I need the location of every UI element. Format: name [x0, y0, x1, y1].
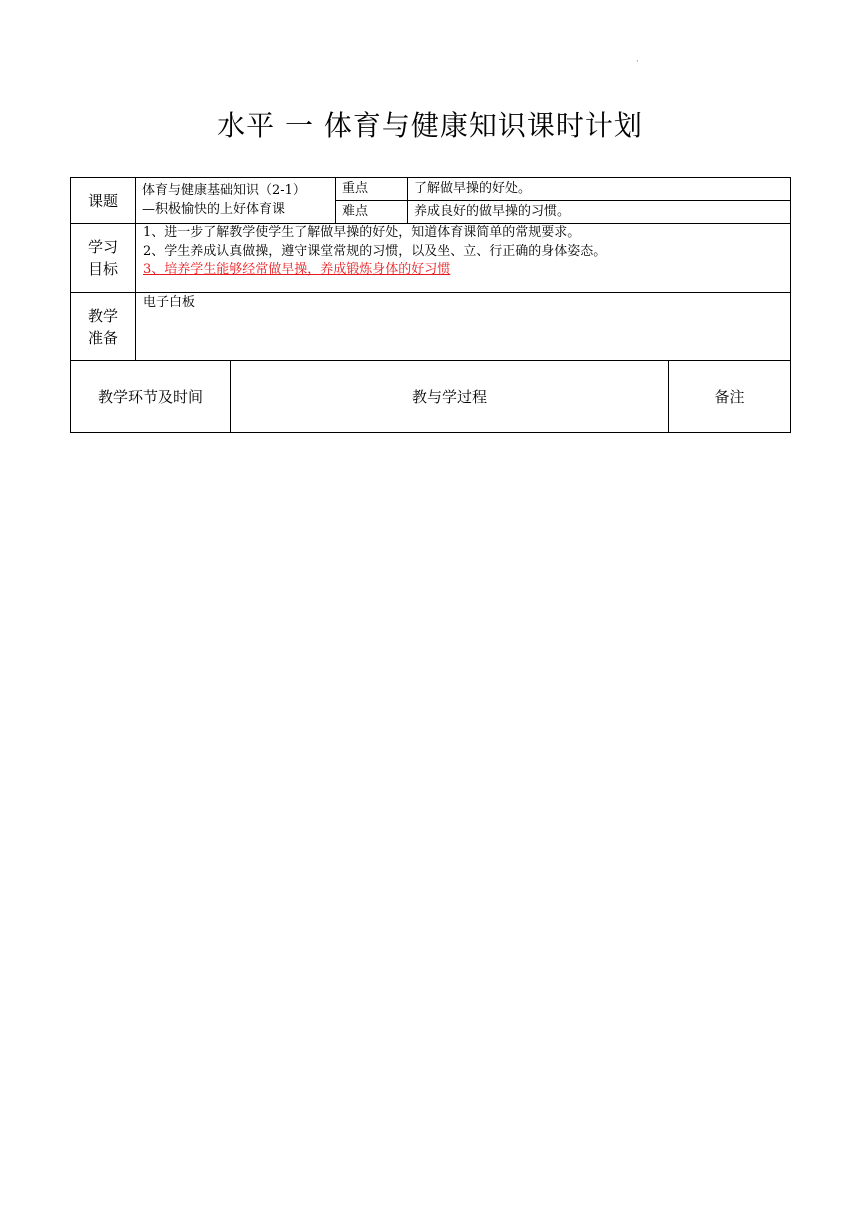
topic-value	[136, 178, 336, 224]
preparation-label	[71, 293, 136, 361]
topic-line: 体育与健康基础知识（2-1）	[142, 183, 306, 198]
preparation-label-line: 准备	[87, 328, 118, 347]
process-header-row	[71, 361, 791, 433]
header-mark: ·	[636, 57, 639, 66]
process-header: 教与学过程	[231, 361, 669, 433]
preparation-value: 电子白板	[136, 293, 791, 361]
preparation-label-line: 教学	[87, 306, 118, 325]
topic-label: 课题	[71, 178, 136, 224]
objectives-label-line: 目标	[87, 260, 118, 278]
difficulty-value: 养成良好的做早操的习惯。	[408, 201, 791, 224]
objectives-list	[136, 224, 791, 293]
page-title: 水平 一 体育与健康知识课时计划	[217, 109, 643, 142]
topic-line: —积极愉快的上好体育课	[142, 202, 286, 217]
objective-item: 1、进一步了解教学使学生了解做早操的好处，知道体育课简单的常规要求。	[143, 225, 581, 240]
key-point-value: 了解做早操的好处。	[408, 178, 791, 201]
difficulty-label: 难点	[336, 201, 408, 224]
stage-time-header: 教学环节及时间	[71, 361, 231, 433]
key-point-label: 重点	[336, 178, 408, 201]
objectives-label	[71, 224, 136, 293]
objective-item-highlighted: 3、培养学生能够经常做早操，养成锻炼身体的好习惯	[143, 262, 451, 277]
objective-item: 2、学生养成认真做操，遵守课堂常规的习惯，以及坐、立、行正确的身体姿态。	[143, 243, 607, 259]
preparation-row	[71, 293, 791, 361]
notes-header: 备注	[669, 361, 791, 433]
lesson-plan-table	[70, 177, 791, 433]
objectives-row	[71, 224, 791, 293]
topic-row	[71, 178, 791, 201]
objectives-label-line: 学习	[87, 238, 118, 256]
